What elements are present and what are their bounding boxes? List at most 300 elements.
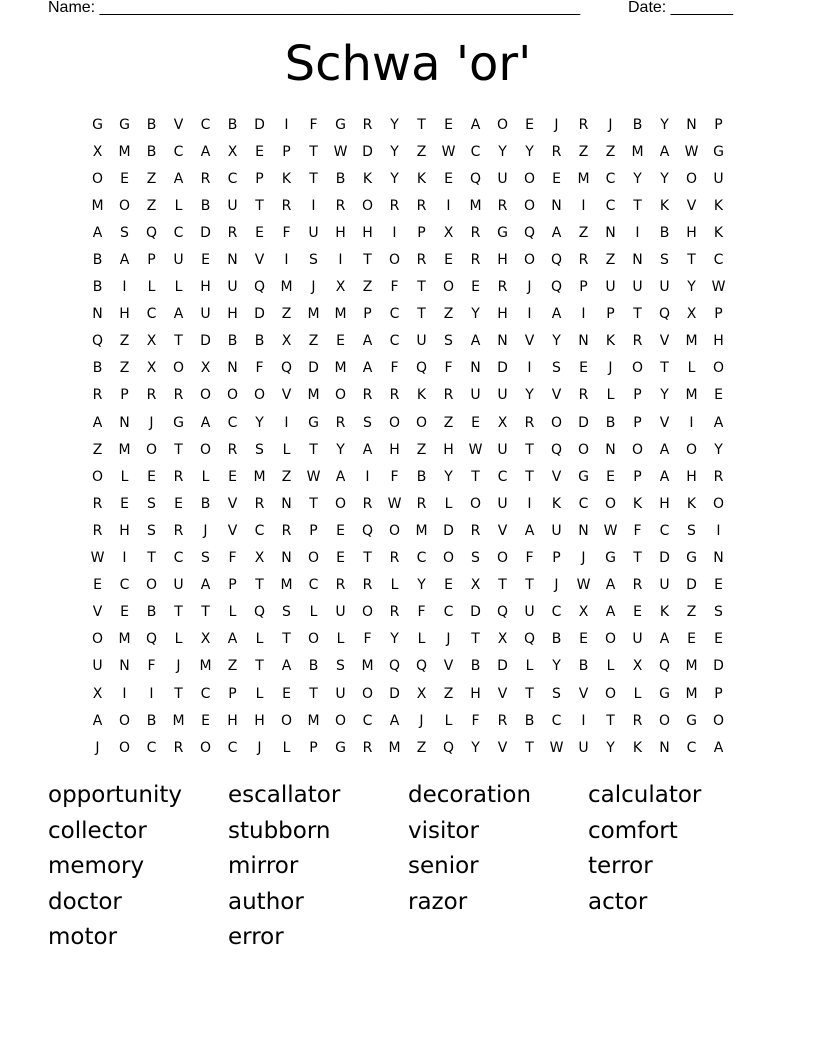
- grid-cell: R: [470, 224, 481, 241]
- grid-cell: T: [471, 468, 480, 485]
- grid-cell: M: [685, 658, 698, 675]
- grid-cell: Q: [496, 604, 509, 621]
- grid-cell: L: [174, 631, 183, 648]
- grid-cell: U: [605, 279, 616, 296]
- grid-cell: I: [284, 414, 289, 431]
- grid-cell: I: [311, 197, 316, 214]
- grid-cell: P: [579, 279, 588, 296]
- grid-cell: D: [470, 604, 481, 621]
- grid-cell: O: [307, 550, 320, 567]
- word-list-item: decoration: [408, 782, 532, 808]
- grid-cell: K: [632, 495, 643, 512]
- grid-cell: O: [415, 414, 428, 431]
- grid-cell: Q: [550, 279, 563, 296]
- grid-cell: L: [309, 604, 318, 621]
- grid-cell: R: [497, 279, 508, 296]
- grid-cell: V: [659, 414, 670, 431]
- grid-cell: T: [255, 577, 264, 594]
- grid-cell: J: [176, 658, 181, 675]
- grid-cell: Y: [606, 739, 615, 756]
- grid-cell: E: [228, 468, 237, 485]
- grid-cell: R: [578, 116, 589, 133]
- grid-cell: N: [551, 197, 562, 214]
- grid-cell: O: [118, 739, 131, 756]
- grid-cell: B: [605, 414, 616, 431]
- grid-cell: I: [365, 468, 370, 485]
- word-list-item: calculator: [588, 782, 702, 808]
- grid-cell: T: [687, 252, 696, 269]
- grid-cell: E: [606, 468, 615, 485]
- grid-cell: O: [712, 495, 725, 512]
- grid-cell: T: [309, 495, 318, 512]
- grid-cell: U: [497, 495, 508, 512]
- grid-cell: R: [146, 387, 157, 404]
- grid-cell: V: [92, 604, 103, 621]
- grid-cell: V: [173, 116, 184, 133]
- grid-cell: C: [470, 143, 481, 160]
- grid-cell: T: [309, 143, 318, 160]
- grid-cell: P: [633, 387, 642, 404]
- grid-cell: C: [200, 685, 211, 702]
- grid-cell: R: [281, 522, 292, 539]
- grid-cell: O: [91, 631, 104, 648]
- grid-cell: O: [199, 441, 212, 458]
- grid-cell: O: [685, 441, 698, 458]
- grid-cell: Q: [469, 170, 482, 187]
- grid-cell: S: [363, 414, 372, 431]
- grid-cell: R: [632, 712, 643, 729]
- grid-cell: C: [713, 252, 724, 269]
- grid-cell: O: [685, 170, 698, 187]
- grid-cell: N: [605, 441, 616, 458]
- grid-cell: O: [145, 441, 158, 458]
- grid-cell: S: [714, 604, 723, 621]
- grid-cell: B: [578, 658, 589, 675]
- grid-cell: O: [199, 387, 212, 404]
- grid-cell: H: [497, 252, 508, 269]
- grid-cell: Q: [442, 739, 455, 756]
- grid-cell: Y: [390, 631, 399, 648]
- grid-cell: H: [713, 333, 724, 350]
- grid-cell: F: [147, 658, 156, 675]
- grid-cell: C: [551, 604, 562, 621]
- grid-cell: R: [362, 577, 373, 594]
- grid-cell: N: [227, 252, 238, 269]
- grid-cell: W: [549, 739, 564, 756]
- grid-cell: E: [633, 604, 642, 621]
- grid-cell: N: [578, 333, 589, 350]
- grid-cell: H: [389, 441, 400, 458]
- grid-cell: B: [335, 170, 346, 187]
- grid-cell: P: [120, 387, 129, 404]
- grid-cell: S: [309, 252, 318, 269]
- grid-cell: J: [203, 522, 208, 539]
- grid-cell: I: [581, 197, 586, 214]
- grid-cell: Z: [416, 143, 427, 160]
- grid-cell: N: [497, 333, 508, 350]
- grid-cell: L: [444, 712, 453, 729]
- grid-cell: Z: [227, 658, 238, 675]
- grid-cell: T: [201, 604, 210, 621]
- grid-cell: O: [118, 712, 131, 729]
- grid-cell: H: [335, 224, 346, 241]
- grid-cell: T: [471, 631, 480, 648]
- grid-cell: X: [686, 306, 697, 323]
- grid-cell: C: [605, 170, 616, 187]
- grid-cell: Q: [388, 658, 401, 675]
- grid-cell: Z: [119, 360, 130, 377]
- grid-cell: A: [362, 333, 373, 350]
- grid-cell: P: [714, 685, 723, 702]
- grid-cell: Y: [660, 387, 669, 404]
- grid-cell: U: [497, 441, 508, 458]
- grid-cell: E: [471, 414, 480, 431]
- grid-cell: P: [228, 577, 237, 594]
- grid-cell: Z: [443, 414, 454, 431]
- grid-cell: U: [524, 604, 535, 621]
- grid-cell: I: [581, 712, 586, 729]
- grid-cell: A: [281, 658, 292, 675]
- grid-cell: S: [255, 441, 264, 458]
- grid-cell: F: [525, 550, 534, 567]
- grid-cell: J: [311, 279, 316, 296]
- grid-cell: Y: [633, 170, 642, 187]
- grid-cell: N: [632, 252, 643, 269]
- grid-cell: X: [200, 360, 211, 377]
- grid-cell: R: [362, 495, 373, 512]
- grid-cell: V: [551, 387, 562, 404]
- grid-cell: Y: [687, 279, 696, 296]
- grid-cell: C: [551, 712, 562, 729]
- grid-cell: Z: [362, 279, 373, 296]
- grid-cell: Y: [525, 387, 534, 404]
- grid-cell: Q: [253, 279, 266, 296]
- grid-cell: E: [336, 522, 345, 539]
- grid-cell: C: [119, 577, 130, 594]
- grid-cell: K: [605, 333, 616, 350]
- grid-cell: D: [389, 685, 400, 702]
- grid-cell: C: [146, 739, 157, 756]
- grid-cell: A: [470, 116, 481, 133]
- grid-cell: R: [389, 197, 400, 214]
- grid-cell: Z: [416, 441, 427, 458]
- grid-cell: O: [361, 197, 374, 214]
- word-list-item: razor: [408, 888, 468, 915]
- grid-cell: D: [254, 116, 265, 133]
- grid-cell: E: [174, 495, 183, 512]
- word-list-item: comfort: [588, 817, 678, 844]
- grid-cell: Y: [390, 170, 399, 187]
- grid-cell: G: [335, 116, 346, 133]
- grid-cell: Z: [578, 143, 589, 160]
- grid-cell: H: [227, 712, 238, 729]
- grid-cell: E: [120, 495, 129, 512]
- grid-cell: Z: [281, 306, 292, 323]
- grid-cell: M: [577, 170, 590, 187]
- grid-cell: V: [497, 685, 508, 702]
- grid-cell: A: [713, 414, 724, 431]
- grid-cell: C: [497, 468, 508, 485]
- grid-cell: X: [632, 658, 643, 675]
- grid-cell: L: [228, 604, 237, 621]
- grid-cell: E: [444, 170, 453, 187]
- word-list-item: senior: [408, 853, 479, 879]
- grid-cell: T: [525, 739, 534, 756]
- word-list-item: opportunity: [48, 782, 182, 808]
- grid-cell: O: [604, 685, 617, 702]
- grid-cell: R: [632, 333, 643, 350]
- grid-cell: I: [122, 550, 127, 567]
- grid-cell: A: [713, 739, 724, 756]
- grid-cell: E: [201, 252, 210, 269]
- grid-cell: N: [578, 522, 589, 539]
- grid-cell: I: [122, 685, 127, 702]
- grid-cell: B: [146, 604, 157, 621]
- word-list: [48, 778, 768, 956]
- grid-cell: R: [578, 387, 589, 404]
- grid-cell: L: [174, 279, 183, 296]
- grid-cell: E: [579, 631, 588, 648]
- grid-cell: R: [281, 197, 292, 214]
- grid-cell: K: [713, 197, 724, 214]
- grid-cell: C: [686, 739, 697, 756]
- grid-cell: R: [173, 387, 184, 404]
- grid-cell: T: [309, 441, 318, 458]
- grid-cell: N: [713, 550, 724, 567]
- grid-cell: W: [711, 279, 726, 296]
- grid-cell: I: [446, 197, 451, 214]
- grid-cell: P: [606, 306, 615, 323]
- grid-cell: S: [201, 550, 210, 567]
- grid-cell: R: [173, 468, 184, 485]
- grid-cell: K: [686, 495, 697, 512]
- word-list-item: collector: [48, 817, 147, 844]
- grid-cell: N: [686, 116, 697, 133]
- grid-cell: E: [444, 116, 453, 133]
- grid-cell: T: [606, 712, 615, 729]
- grid-cell: X: [578, 604, 589, 621]
- grid-cell: D: [686, 577, 697, 594]
- grid-cell: X: [470, 577, 481, 594]
- grid-cell: A: [335, 468, 346, 485]
- grid-cell: R: [578, 252, 589, 269]
- grid-cell: H: [659, 495, 670, 512]
- grid-cell: M: [631, 143, 644, 160]
- grid-cell: N: [119, 414, 130, 431]
- grid-cell: Y: [471, 739, 480, 756]
- word-list-item: visitor: [408, 817, 479, 844]
- grid-cell: T: [633, 197, 642, 214]
- date-field: Date: _______: [628, 0, 733, 16]
- grid-cell: C: [389, 306, 400, 323]
- grid-cell: D: [443, 522, 454, 539]
- grid-cell: M: [469, 197, 482, 214]
- grid-cell: A: [362, 360, 373, 377]
- grid-cell: W: [441, 143, 456, 160]
- grid-cell: O: [604, 495, 617, 512]
- grid-cell: K: [362, 170, 373, 187]
- grid-cell: Y: [552, 658, 561, 675]
- grid-cell: H: [200, 279, 211, 296]
- grid-cell: E: [147, 468, 156, 485]
- grid-cell: K: [659, 197, 670, 214]
- grid-cell: F: [390, 468, 399, 485]
- grid-cell: T: [147, 550, 156, 567]
- grid-cell: O: [523, 252, 536, 269]
- grid-cell: H: [119, 306, 130, 323]
- grid-cell: Z: [686, 604, 697, 621]
- grid-cell: T: [255, 658, 264, 675]
- grid-cell: A: [470, 333, 481, 350]
- grid-cell: S: [147, 522, 156, 539]
- grid-cell: T: [363, 252, 372, 269]
- grid-cell: R: [470, 522, 481, 539]
- word-list-item: author: [228, 888, 304, 915]
- grid-cell: L: [606, 658, 615, 675]
- grid-cell: B: [254, 333, 265, 350]
- grid-cell: C: [443, 604, 454, 621]
- grid-cell: O: [550, 414, 563, 431]
- grid-cell: W: [90, 550, 105, 567]
- grid-cell: O: [496, 550, 509, 567]
- grid-cell: P: [255, 170, 264, 187]
- grid-cell: A: [389, 712, 400, 729]
- grid-cell: A: [551, 224, 562, 241]
- grid-cell: O: [334, 712, 347, 729]
- grid-cell: I: [635, 224, 640, 241]
- grid-cell: S: [147, 495, 156, 512]
- grid-cell: O: [91, 170, 104, 187]
- grid-cell: Y: [471, 306, 480, 323]
- grid-cell: M: [361, 658, 374, 675]
- grid-cell: B: [632, 116, 643, 133]
- grid-cell: L: [687, 360, 696, 377]
- grid-cell: R: [173, 522, 184, 539]
- grid-cell: Q: [658, 658, 671, 675]
- grid-cell: G: [659, 685, 670, 702]
- grid-cell: A: [659, 631, 670, 648]
- grid-cell: Z: [605, 143, 616, 160]
- grid-cell: D: [497, 360, 508, 377]
- grid-cell: B: [551, 631, 562, 648]
- grid-cell: S: [687, 522, 696, 539]
- grid-cell: B: [416, 468, 427, 485]
- grid-cell: V: [551, 468, 562, 485]
- grid-cell: U: [470, 387, 481, 404]
- word-list-item: error: [228, 924, 284, 950]
- grid-cell: O: [334, 495, 347, 512]
- grid-cell: R: [335, 414, 346, 431]
- grid-cell: G: [173, 414, 184, 431]
- grid-cell: V: [686, 197, 697, 214]
- grid-cell: A: [92, 712, 103, 729]
- grid-cell: F: [471, 712, 480, 729]
- grid-cell: B: [200, 197, 211, 214]
- grid-cell: Q: [253, 604, 266, 621]
- grid-cell: U: [416, 333, 427, 350]
- grid-cell: O: [523, 170, 536, 187]
- grid-cell: L: [336, 631, 345, 648]
- grid-cell: O: [496, 116, 509, 133]
- grid-cell: Z: [146, 170, 157, 187]
- grid-cell: O: [280, 712, 293, 729]
- grid-cell: P: [309, 522, 318, 539]
- grid-cell: D: [254, 306, 265, 323]
- grid-cell: L: [525, 658, 534, 675]
- grid-cell: Q: [550, 252, 563, 269]
- grid-cell: Q: [145, 224, 158, 241]
- grid-cell: N: [227, 360, 238, 377]
- grid-cell: G: [605, 550, 616, 567]
- grid-cell: T: [363, 550, 372, 567]
- grid-cell: T: [660, 360, 669, 377]
- grid-cell: R: [443, 387, 454, 404]
- grid-cell: H: [227, 306, 238, 323]
- grid-cell: A: [659, 468, 670, 485]
- grid-cell: M: [334, 360, 347, 377]
- grid-cell: T: [633, 306, 642, 323]
- grid-cell: Q: [361, 522, 374, 539]
- grid-cell: L: [417, 631, 426, 648]
- grid-cell: L: [147, 279, 156, 296]
- grid-cell: U: [497, 170, 508, 187]
- grid-cell: M: [118, 143, 131, 160]
- grid-cell: U: [173, 577, 184, 594]
- grid-cell: Y: [552, 333, 561, 350]
- page-title: Schwa 'or': [284, 36, 532, 92]
- grid-cell: T: [174, 441, 183, 458]
- grid-cell: A: [551, 306, 562, 323]
- grid-cell: M: [685, 685, 698, 702]
- grid-cell: E: [552, 170, 561, 187]
- grid-cell: O: [145, 577, 158, 594]
- grid-cell: R: [362, 739, 373, 756]
- grid-cell: T: [282, 631, 291, 648]
- grid-cell: C: [254, 522, 265, 539]
- grid-cell: X: [146, 333, 157, 350]
- grid-cell: U: [308, 224, 319, 241]
- grid-cell: T: [174, 333, 183, 350]
- grid-cell: D: [659, 550, 670, 567]
- grid-cell: V: [578, 685, 589, 702]
- grid-cell: O: [388, 252, 401, 269]
- grid-cell: M: [685, 387, 698, 404]
- grid-cell: Z: [605, 252, 616, 269]
- grid-cell: V: [659, 333, 670, 350]
- grid-cell: D: [200, 333, 211, 350]
- grid-cell: K: [632, 739, 643, 756]
- grid-cell: J: [446, 631, 451, 648]
- grid-cell: M: [307, 387, 320, 404]
- grid-cell: X: [497, 631, 508, 648]
- grid-cell: V: [524, 333, 535, 350]
- grid-cell: R: [524, 414, 535, 431]
- grid-cell: Y: [660, 116, 669, 133]
- grid-cell: L: [255, 685, 264, 702]
- grid-cell: E: [714, 577, 723, 594]
- grid-cell: Y: [714, 441, 723, 458]
- grid-cell: R: [335, 577, 346, 594]
- grid-cell: S: [552, 685, 561, 702]
- grid-cell: R: [227, 224, 238, 241]
- grid-cell: A: [173, 306, 184, 323]
- grid-cell: G: [713, 143, 724, 160]
- grid-cell: C: [578, 495, 589, 512]
- grid-cell: V: [254, 252, 265, 269]
- grid-cell: D: [362, 143, 373, 160]
- grid-cell: O: [604, 631, 617, 648]
- grid-cell: A: [605, 604, 616, 621]
